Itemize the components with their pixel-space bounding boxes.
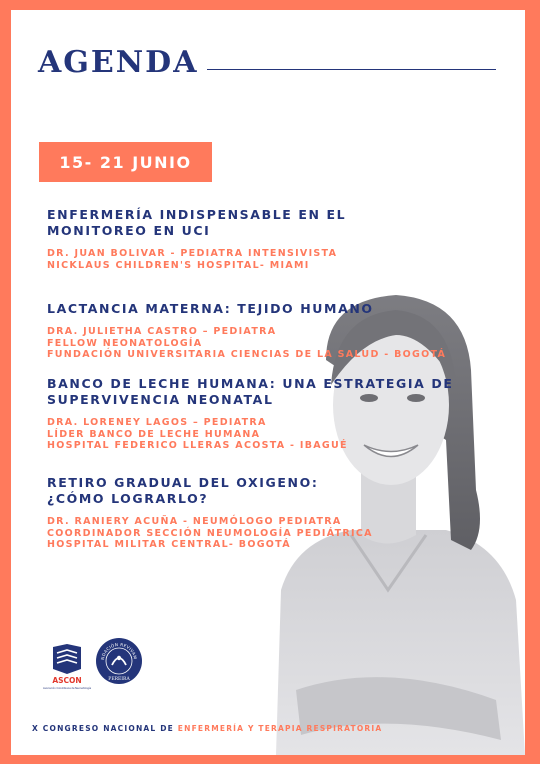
speaker-name: DRA. JULIETHA CASTRO – PEDIATRA [47,326,277,337]
agenda-page [11,10,525,755]
agenda-item-title: ENFERMERÍA INDISPENSABLE EN EL MONITOREO EN UCI [47,207,347,238]
date-badge: 15- 21 JUNIO [39,142,212,182]
agenda-item-title: BANCO DE LECHE HUMANA: UNA ESTRATEGIA DE SUPERVIVENCIA NEONATAL [47,376,454,407]
speaker-name: DR. JUAN BOLIVAR - PEDIATRA INTENSIVISTA [47,248,338,259]
agenda-item [47,301,507,361]
title-divider [207,69,496,70]
speaker-name: DRA. LORENEY LAGOS – PEDIATRA [47,417,267,428]
speaker-role: FELLOW NEONATOLOGÍA [47,337,203,349]
agenda-item-title-line1: RETIRO GRADUAL DEL OXIGENO: [47,475,319,490]
speaker-affiliation: HOSPITAL FEDERICO LLERAS ACOSTA - IBAGUÉ [47,440,348,451]
fundacion-logo-subtext: PEREIRA [108,677,130,682]
agenda-item [47,376,507,452]
footer-topic: ENFERMERÍA Y TERAPIA RESPIRATORIA [177,724,383,733]
agenda-item-title-line2: ¿CÓMO LOGRARLO? [47,491,209,506]
speaker-affiliation: FUNDACIÓN UNIVERSITARIA CIENCIAS DE LA SALUD - BOGOTÁ [47,349,447,360]
speaker-role: COORDINADOR SECCIÓN NEUMOLOGÍA PEDIÁTRICA [47,527,373,539]
agenda-item [47,207,507,271]
ascon-logo-subtitle: Asociación Colombiana de Neonatología [42,687,92,690]
speaker-affiliation: NICKLAUS CHILDREN'S HOSPITAL- MIAMI [47,259,310,271]
fundacion-revivamos-logo [95,637,143,685]
footer-text [32,724,382,733]
page-title: AGENDA [38,45,199,80]
speaker-affiliation: HOSPITAL MILITAR CENTRAL- BOGOTÁ [47,539,291,550]
agenda-item [47,475,507,551]
fundacion-logo-text: NDACIÓN REVIVAM [99,641,138,661]
footer-congress: X CONGRESO NACIONAL DE [32,724,178,733]
agenda-item-title: LACTANCIA MATERNA: TEJIDO HUMANO [47,301,374,316]
speaker-role: LÍDER BANCO DE LECHE HUMANA [47,428,261,440]
ascon-logo-text: ASCON [52,676,82,685]
ascon-logo [42,643,92,693]
speaker-name: DR. RANIERY ACUÑA - NEUMÓLOGO PEDIATRA [47,516,342,527]
